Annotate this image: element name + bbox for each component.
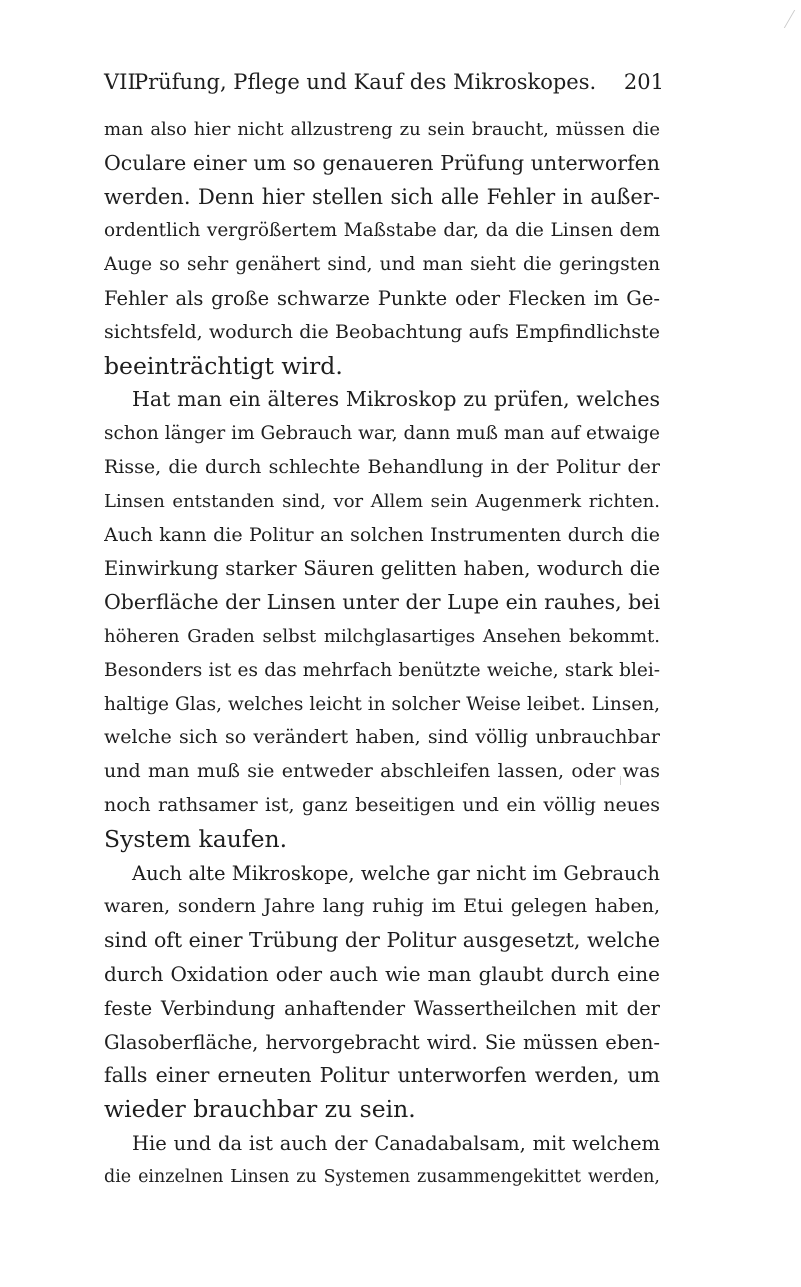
- running-title: Prüfung, Pflege und Kauf des Mikroskopes.: [134, 70, 597, 94]
- text-line: beeinträchtigt wird.: [104, 351, 343, 380]
- text-line: welche sich so verändert haben, sind völlig unbrauchbar: [104, 726, 660, 749]
- text-line: werden. Denn hier stellen sich alle Fehler in außer-: [104, 184, 660, 209]
- text-line: System kaufen.: [104, 824, 288, 853]
- paragraph-start-line: Hie und da ist auch der Canadabalsam, mit welchem: [132, 1131, 660, 1155]
- text-line: Linsen entstanden sind, vor Allem sein Augenmerk richten.: [104, 490, 660, 512]
- paragraph-start-line: Auch alte Mikroskope, welche gar nicht im Gebrauch: [132, 861, 660, 885]
- text-line: Besonders ist es das mehrfach benützte weiche, stark blei-: [104, 659, 660, 681]
- running-header: [104, 64, 664, 100]
- text-line: Oberfläche der Linsen unter der Lupe ein rauhes, bei: [104, 590, 660, 615]
- corner-mark: [776, 10, 795, 28]
- text-line: die einzelnen Linsen zu Systemen zusammengekittet werden,: [104, 1166, 660, 1187]
- body-text: [104, 113, 660, 1195]
- text-line: Fehler als große schwarze Punkte oder Flecken im Ge-: [104, 286, 660, 310]
- text-line: waren, sondern Jahre lang ruhig im Etui gelegen haben,: [104, 895, 660, 918]
- text-line: Glasoberfläche, hervorgebracht wird. Sie müssen eben-: [104, 1030, 660, 1054]
- text-line: man also hier nicht allzustreng zu sein braucht, müssen die: [104, 119, 660, 140]
- text-line: durch Oxidation oder auch wie man glaubt durch eine: [104, 961, 660, 986]
- text-line: Risse, die durch schlechte Behandlung in der Politur der: [104, 455, 660, 478]
- text-line: Oculare einer um so genaueren Prüfung unterworfen: [104, 150, 660, 175]
- chapter-number: VII.: [104, 70, 143, 94]
- text-line: sichtsfeld, wodurch die Beobachtung aufs Empfindlichste: [104, 320, 660, 343]
- text-line: falls einer erneuten Politur unterworfen werden, um: [104, 1063, 660, 1088]
- text-line: schon länger im Gebrauch war, dann muß man auf etwaige: [104, 423, 660, 445]
- text-line: wieder brauchbar zu sein.: [104, 1095, 416, 1124]
- text-line: ordentlich vergrößertem Maßstabe dar, da die Linsen dem: [104, 220, 660, 242]
- text-line: noch rathsamer ist, ganz beseitigen und ein völlig neues: [104, 793, 660, 816]
- text-line: sind oft einer Trübung der Politur ausgesetzt, welche: [104, 928, 660, 953]
- paragraph-start-line: Hat man ein älteres Mikroskop zu prüfen, welches: [132, 387, 660, 412]
- text-line: und man muß sie entweder abschleifen lassen, oder was: [104, 760, 660, 783]
- text-line: Einwirkung starker Säuren gelitten haben, wodurch die: [104, 557, 660, 581]
- text-line: feste Verbindung anhaftender Wassertheilchen mit der: [104, 996, 660, 1020]
- text-line: Auch kann die Politur an solchen Instrumenten durch die: [104, 523, 660, 546]
- text-line: höheren Graden selbst milchglasartiges Ansehen bekommt.: [104, 625, 660, 647]
- page-number: 201: [623, 70, 664, 94]
- text-line: Auge so sehr genähert sind, und man sieht die geringsten: [104, 254, 660, 276]
- text-line: haltige Glas, welches leicht in solcher Weise leibet. Linsen,: [104, 693, 660, 715]
